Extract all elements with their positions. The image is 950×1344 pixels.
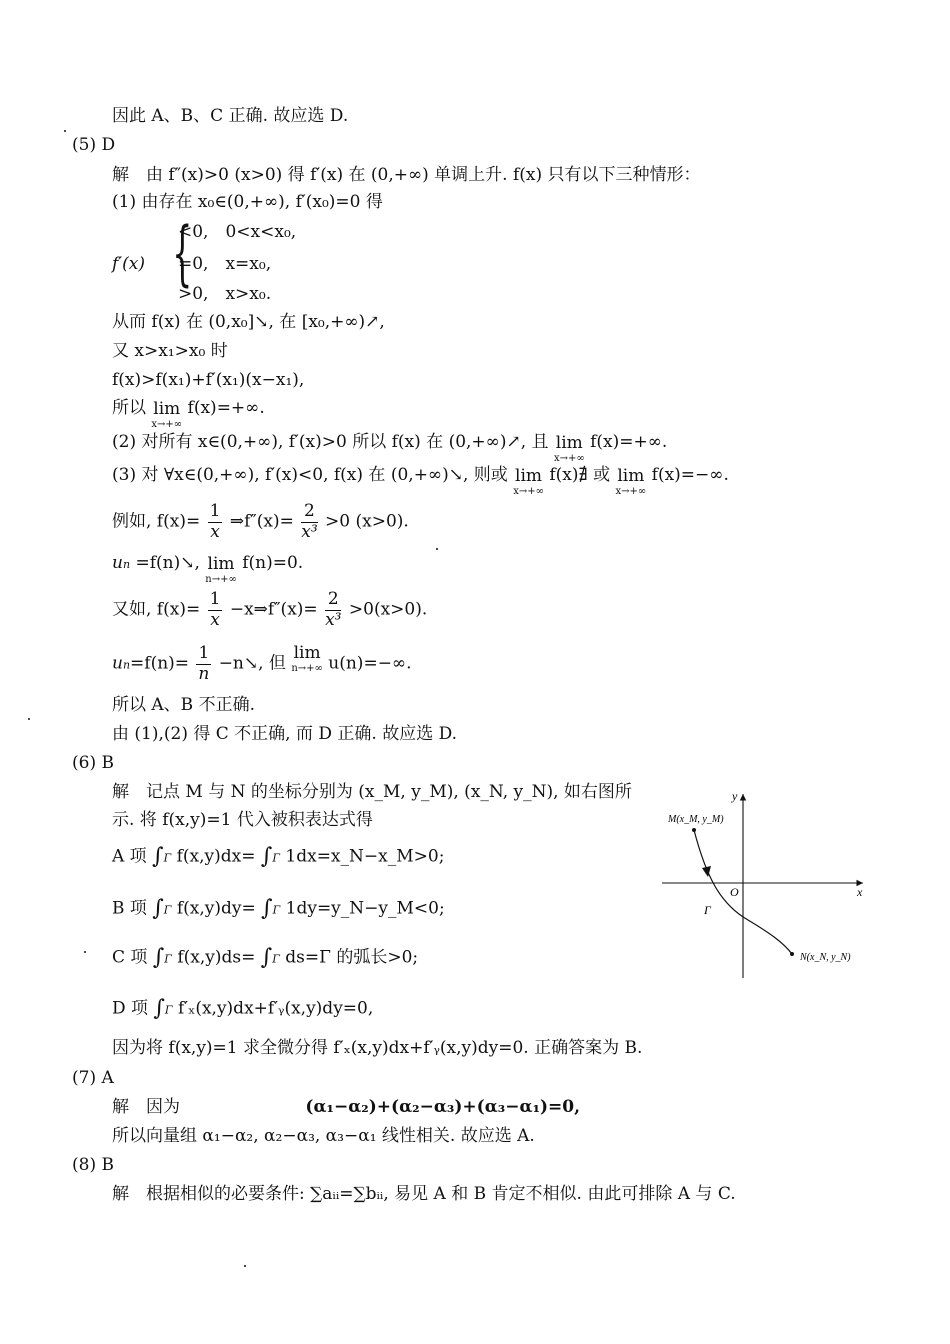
scan-speck	[436, 548, 438, 550]
point-m	[692, 828, 696, 832]
scan-speck	[28, 718, 30, 720]
problem-5-example-2-seq: un=f(n)= $\frac{1}{n}$ −n↘, 但 lim n→+∞ u(n)=−∞.	[112, 643, 412, 684]
limit: lim x→+∞	[513, 466, 544, 497]
problem-6-solution-2: 示. 将 f(x,y)=1 代入被积表达式得	[112, 810, 373, 830]
limit: lim x→+∞	[615, 466, 647, 497]
piecewise-lhs: f′(x)	[112, 254, 146, 274]
problem-8-solution: 解 根据相似的必要条件: ∑aᵢᵢ=∑bᵢᵢ, 易见 A 和 B 肯定不相似. 由此可排除 A 与 C.	[112, 1184, 736, 1204]
x-axis-label: x	[857, 885, 863, 899]
problem-7-conclusion: 所以向量组 α₁−α₂, α₂−α₃, α₃−α₁ 线性相关. 故应选 A.	[112, 1126, 535, 1146]
problem-8-answer: (8) B	[72, 1155, 114, 1175]
scan-speck	[84, 951, 86, 953]
piecewise-row-1: <0, 0<x<x₀,	[178, 222, 297, 242]
problem-5-line-d	[112, 400, 265, 430]
fraction: $\frac{2}{\text{x³}}$	[301, 501, 318, 542]
problem-6-option-b: B 项 ∫Γ f(x,y)dy= ∫Γ 1dy=y_N−y_M<0;	[112, 896, 445, 921]
line-conclusion-4: 因此 A、B、C 正确. 故应选 D.	[112, 106, 349, 126]
problem-6-option-d: D 项 ∫Γ f′ₓ(x,y)dx+f′ᵧ(x,y)dy=0,	[112, 996, 374, 1021]
scan-speck	[244, 1265, 246, 1267]
scan-speck	[64, 130, 66, 132]
problem-5-line-k: 所以 A、B 不正确.	[112, 695, 255, 715]
problem-6-option-c: C 项 ∫Γ f(x,y)ds= ∫Γ ds=Γ 的弧长>0;	[112, 945, 419, 970]
y-axis-label: y	[732, 789, 738, 803]
fraction: $\frac{1}{x}$	[209, 501, 221, 542]
fraction: $\frac{2}{\text{x³}}$	[325, 589, 342, 630]
limit: lim n→+∞	[291, 643, 323, 674]
problem-5-case1: (1) 由存在 x₀∈(0,+∞), f′(x₀)=0 得	[112, 192, 383, 212]
curve-graph	[658, 786, 873, 981]
problem-7-solution: 解 因为 (α₁−α₂)+(α₂−α₃)+(α₃−α₁)=0,	[112, 1097, 581, 1117]
fraction: $\frac{1}{n}$	[198, 643, 210, 684]
limit: lim n→+∞	[205, 554, 237, 585]
problem-5-line-f: (3) 对 ∀x∈(0,+∞), f′(x)<0, f(x) 在 (0,+∞)↘, 则或 lim x→+∞ f(x)∄ 或 lim x→+∞ f(x)=−∞.	[112, 465, 729, 497]
problem-5-line-a: 从而 f(x) 在 (0,x₀]↘, 在 [x₀,+∞)↗,	[112, 312, 385, 332]
problem-5-line-e: (2) 对所有 x∈(0,+∞), f′(x)>0 所以 f(x) 在 (0,+∞)↗, 且 lim x→+∞ f(x)=+∞.	[112, 432, 668, 464]
point-n	[790, 952, 794, 956]
problem-6-conclusion: 因为将 f(x,y)=1 求全微分得 f′ₓ(x,y)dx+f′ᵧ(x,y)dy=0. 正确答案为 B.	[112, 1038, 643, 1058]
piecewise-row-2: =0, x=x₀,	[178, 254, 272, 274]
curve-label: Γ	[704, 903, 711, 917]
text: 所以	[112, 398, 146, 418]
problem-5-example-1: 例如, f(x)= $\frac{1}{x}$ ⇒f″(x)= $\frac{2}{\text{x³}}$ >0 (x>0).	[112, 501, 409, 542]
text: f(x)=+∞.	[187, 398, 265, 418]
problem-6-solution-1: 解 记点 M 与 N 的坐标分别为 (x_M, y_M), (x_N, y_N), 如右图所	[112, 782, 632, 802]
piecewise-row-3: >0, x>x₀.	[178, 284, 272, 304]
problem-5-example-1-seq: un =f(n)↘, lim n→+∞ f(n)=0.	[112, 553, 304, 585]
point-n-label: N(x_N, y_N)	[800, 952, 851, 963]
limit: lim x→+∞	[553, 433, 585, 464]
problem-5-line-l: 由 (1),(2) 得 C 不正确, 而 D 正确. 故应选 D.	[112, 724, 458, 744]
point-m-label: M(x_M, y_M)	[668, 814, 724, 825]
problem-6-option-a: A 项 ∫Γ f(x,y)dx= ∫Γ 1dx=x_N−x_M>0;	[112, 844, 445, 869]
problem-5-example-2: 又如, f(x)= $\frac{1}{x}$ −x⇒f″(x)= $\frac{2}{\text{x³}}$ >0(x>0).	[112, 589, 428, 630]
problem-5-line-b: 又 x>x₁>x₀ 时	[112, 341, 228, 361]
problem-6-answer: (6) B	[72, 753, 114, 773]
limit: lim x→+∞	[151, 399, 183, 430]
origin-label: O	[730, 885, 739, 899]
piecewise-brace: {	[172, 212, 193, 294]
fraction: $\frac{1}{x}$	[209, 589, 221, 630]
problem-7-answer: (7) A	[72, 1068, 114, 1088]
problem-5-line-c: f(x)>f(x₁)+f′(x₁)(x−x₁),	[112, 370, 305, 390]
problem-5-solution: 解 由 f″(x)>0 (x>0) 得 f′(x) 在 (0,+∞) 单调上升. f(x) 只有以下三种情形：	[112, 165, 701, 185]
problem-5-answer: (5) D	[72, 135, 116, 155]
